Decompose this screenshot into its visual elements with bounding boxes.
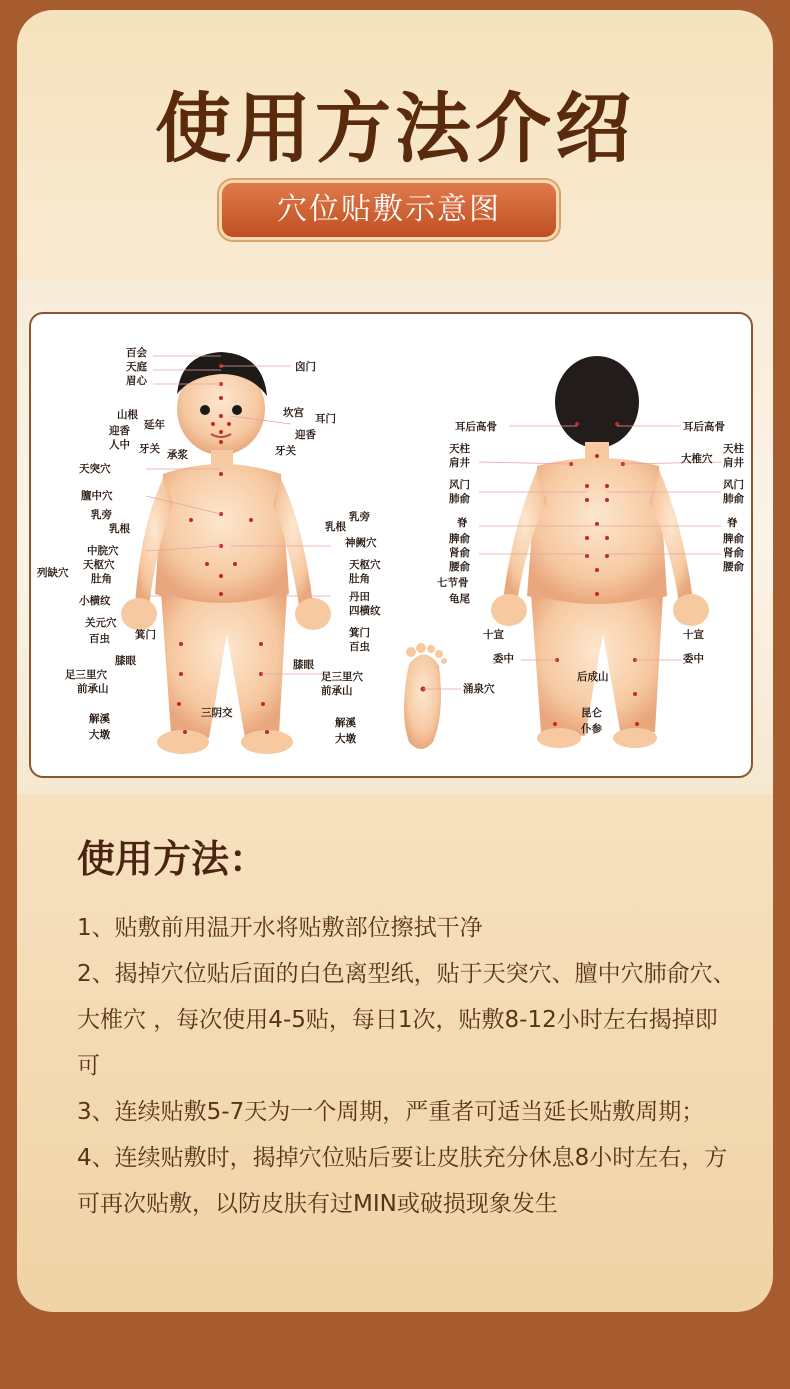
label-weizhong-r: 委中 (683, 653, 704, 665)
label-fengmen-r: 风门 (723, 479, 744, 491)
label-zusanli: 足三里穴 (65, 669, 107, 681)
label-qianchengshan-r: 前承山 (321, 685, 353, 697)
label-jimen: 箕门 (135, 629, 156, 641)
label-weizhong: 委中 (493, 653, 514, 665)
label-dantian: 丹田 (349, 591, 370, 603)
label-dujiao: 肚角 (91, 573, 112, 585)
label-fengmen: 风门 (449, 479, 470, 491)
label-shenshu-r: 肾俞 (723, 547, 744, 559)
label-jianjing: 肩井 (449, 457, 470, 469)
label-ji: 脊 (457, 517, 468, 529)
label-guiwei: 龟尾 (449, 593, 470, 605)
label-yingxiang: 迎香 (109, 425, 130, 437)
label-jiexi: 解溪 (89, 713, 110, 725)
label-dadun: 大墩 (89, 729, 110, 741)
foot-sole (404, 643, 447, 749)
label-qijiegu: 七节骨 (437, 577, 469, 589)
usage-heading: 使用方法： (77, 837, 268, 881)
label-chengjiang: 承浆 (167, 449, 188, 461)
usage-item-3: 3、连续贴敷5-7天为一个周期，严重者可适当延长贴敷周期； (77, 1099, 705, 1125)
label-xiaohengwen: 小横纹 (79, 595, 111, 607)
label-feishu-r: 肺俞 (723, 493, 744, 505)
label-rugen-r: 乳根 (325, 521, 346, 533)
page-title: 使用方法介绍 (155, 84, 635, 173)
label-yaoshu-r: 腰俞 (723, 561, 744, 573)
label-tianshu-r: 天枢穴 (349, 559, 381, 571)
acupoint-illustration (31, 314, 753, 778)
label-tianting: 天庭 (126, 361, 147, 373)
label-shangen: 山根 (117, 409, 138, 421)
label-rugen: 乳根 (109, 523, 130, 535)
acupoint-diagram (29, 312, 753, 778)
usage-section (77, 828, 737, 1227)
figure-band (17, 280, 773, 794)
label-jiexi-r: 解溪 (335, 717, 356, 729)
label-pishu: 脾俞 (449, 533, 470, 545)
label-meixin: 眉心 (126, 375, 147, 387)
label-baichong: 百虫 (89, 633, 110, 645)
label-rupang: 乳旁 (91, 509, 112, 521)
label-yaguan: 牙关 (139, 443, 160, 455)
label-jianjing-r: 肩井 (723, 457, 744, 469)
label-erhougaogu: 耳后高骨 (455, 421, 497, 433)
label-xinmen: 囟门 (295, 361, 316, 373)
label-feishu: 肺俞 (449, 493, 470, 505)
label-dadun-r: 大墩 (335, 733, 356, 745)
label-yannian: 延年 (144, 419, 165, 431)
label-kunlun: 昆仑 (581, 707, 602, 719)
label-dujiao-r: 肚角 (349, 573, 370, 585)
label-sanyinjiao: 三阴交 (201, 707, 233, 719)
label-shenque: 神阙穴 (345, 537, 377, 549)
back-body (491, 356, 709, 748)
label-xiyan-r: 膝眼 (293, 659, 314, 671)
label-zhongwan: 中脘穴 (87, 545, 119, 557)
label-houchengshan: 后成山 (577, 671, 609, 683)
label-shixuan-r: 十宣 (683, 629, 704, 641)
label-ermen: 耳门 (315, 413, 336, 425)
label-danzhong: 膻中穴 (81, 490, 113, 502)
usage-item-4: 4、连续贴敷时，揭掉穴位贴后要让皮肤充分休息8小时左右，方可再次贴敷，以防皮肤有过MIN或破损现象发生 (77, 1145, 728, 1217)
label-yaguan-r: 牙关 (275, 445, 296, 457)
label-ji-r: 脊 (727, 517, 738, 529)
label-tianzhu-r: 天柱 (723, 443, 744, 455)
label-pucan: 仆参 (581, 723, 602, 735)
label-shenshu: 肾俞 (449, 547, 470, 559)
label-pishu-r: 脾俞 (723, 533, 744, 545)
label-tianshu: 天枢穴 (83, 559, 115, 571)
label-sihengwen: 四横纹 (349, 605, 381, 617)
label-jimen-r: 箕门 (349, 627, 370, 639)
label-yongquan: 涌泉穴 (463, 683, 495, 695)
label-yaoshu: 腰俞 (449, 561, 470, 573)
label-xiyan: 膝眼 (115, 655, 136, 667)
label-baichong-r: 百虫 (349, 641, 370, 653)
label-dazhui: 大椎穴 (681, 453, 713, 465)
usage-item-1: 1、贴敷前用温开水将贴敷部位擦拭干净 (77, 915, 483, 941)
label-tiantu: 天突穴 (79, 463, 111, 475)
label-erhougaogu-r: 耳后高骨 (683, 421, 725, 433)
content-card (17, 10, 773, 1312)
label-qianchengshan: 前承山 (77, 683, 109, 695)
label-yingxiang-r: 迎香 (295, 429, 316, 441)
subtitle-badge: 穴位贴敷示意图 (219, 180, 559, 240)
usage-item-2: 2、揭掉穴位贴后面的白色离型纸，贴于天突穴、膻中穴肺俞穴、大椎穴 ，每次使用4-5贴，每日1次，贴敷8-12小时左右揭掉即可 (77, 961, 736, 1079)
label-lieque: 列缺穴 (37, 567, 69, 579)
label-rupang-r: 乳旁 (349, 511, 370, 523)
label-zusanli-r: 足三里穴 (321, 671, 363, 683)
label-guanyuan: 关元穴 (85, 617, 117, 629)
label-tianzhu: 天柱 (449, 443, 470, 455)
label-baihui: 百会 (126, 347, 147, 359)
label-renzhong: 人中 (109, 439, 130, 451)
label-shixuan: 十宣 (483, 629, 504, 641)
label-kangong: 坎宫 (283, 407, 304, 419)
